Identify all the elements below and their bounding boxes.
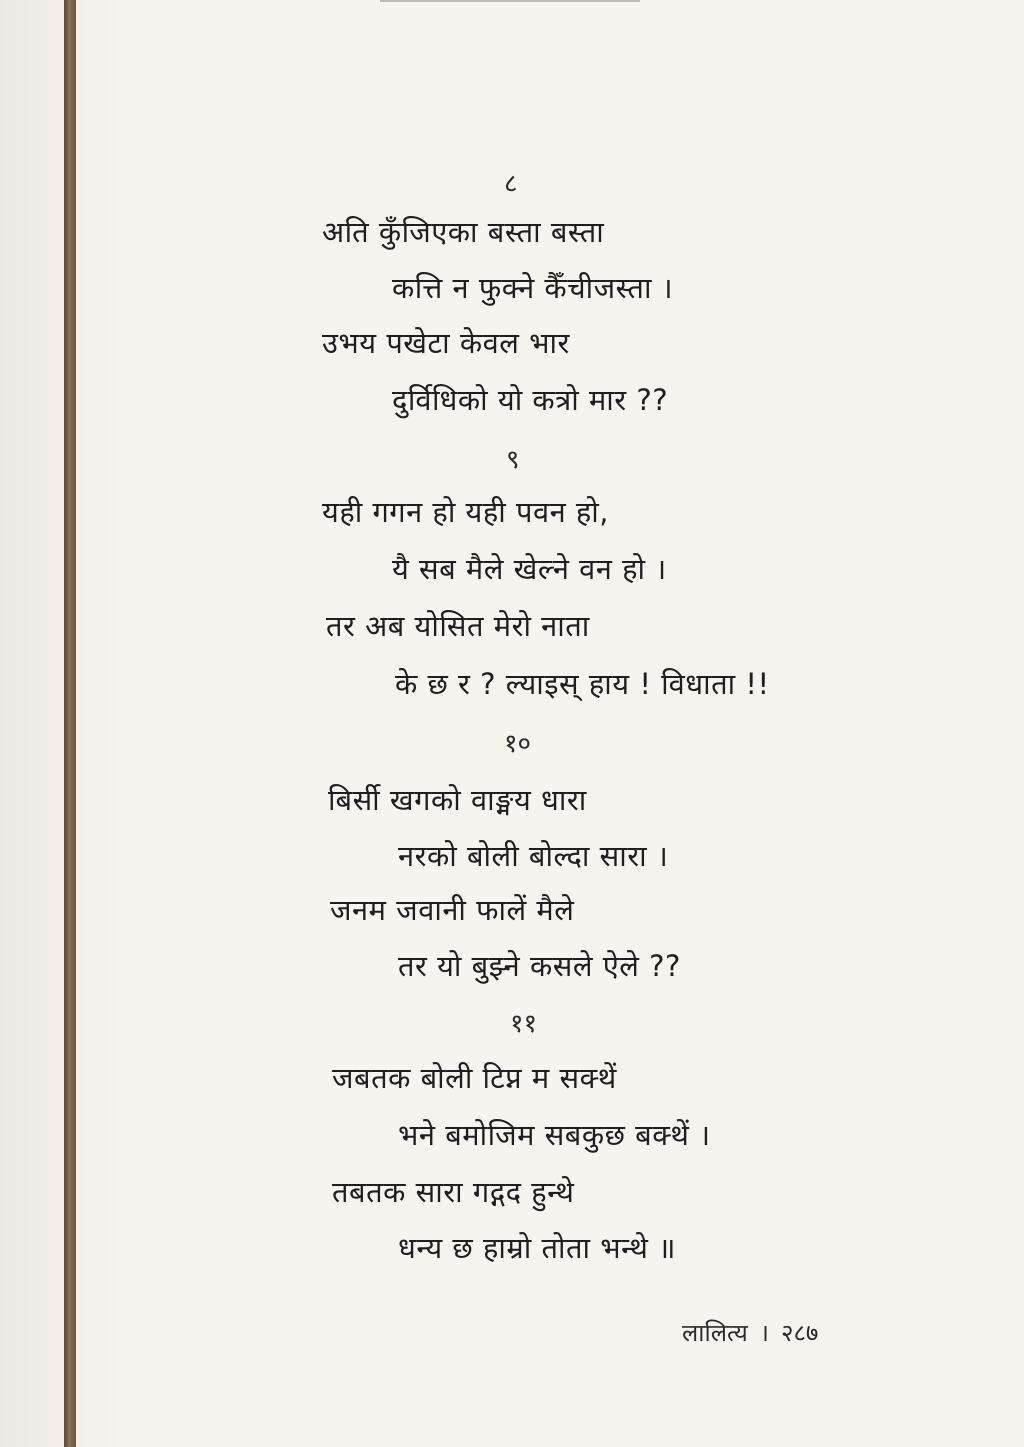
footer-separator: । xyxy=(759,1319,769,1347)
poem-line: तर यो बुझ्ने कसले ऐले ?? xyxy=(398,949,681,983)
poem-line: यही गगन हो यही पवन हो, xyxy=(322,495,610,529)
stanza-number: ८ xyxy=(504,169,518,199)
poem-line: जबतक बोली टिप्न म सक्थें xyxy=(332,1061,617,1095)
poem-line: बिर्सी खगको वाङ्मय धारा xyxy=(328,783,587,817)
poem-line: के छ र ? ल्याइस् हाय ! विधाता !! xyxy=(395,667,770,701)
running-title: लालित्य xyxy=(682,1319,748,1347)
poem-line: कत्ति न फुक्ने कैँचीजस्ता । xyxy=(392,271,674,305)
poem-line: जनम जवानी फालें मैले xyxy=(330,893,575,927)
stanza-number: १० xyxy=(504,729,532,759)
stanza-number: ११ xyxy=(510,1009,538,1039)
poem-line: भने बमोजिम सबकुछ बक्थें । xyxy=(398,1118,711,1152)
poem-line: नरको बोली बोल्दा सारा । xyxy=(398,839,669,873)
page-number: २८७ xyxy=(780,1319,819,1347)
poem-line: दुर्विधिको यो कत्रो मार ?? xyxy=(392,383,669,417)
page-footer xyxy=(682,1316,818,1349)
poem-line: यै सब मैले खेल्ने वन हो । xyxy=(392,552,667,586)
poem-line: उभय पखेटा केवल भार xyxy=(322,326,570,360)
poem-line: अति कुँजिएका बस्ता बस्ता xyxy=(322,215,605,249)
poem-line: धन्य छ हाम्रो तोता भन्थे ॥ xyxy=(398,1231,677,1265)
poem-line: तर अब योसित मेरो नाता xyxy=(326,609,590,643)
poem-line: तबतक सारा गद्गद हुन्थे xyxy=(332,1175,575,1209)
stanza-number: ९ xyxy=(506,445,520,475)
